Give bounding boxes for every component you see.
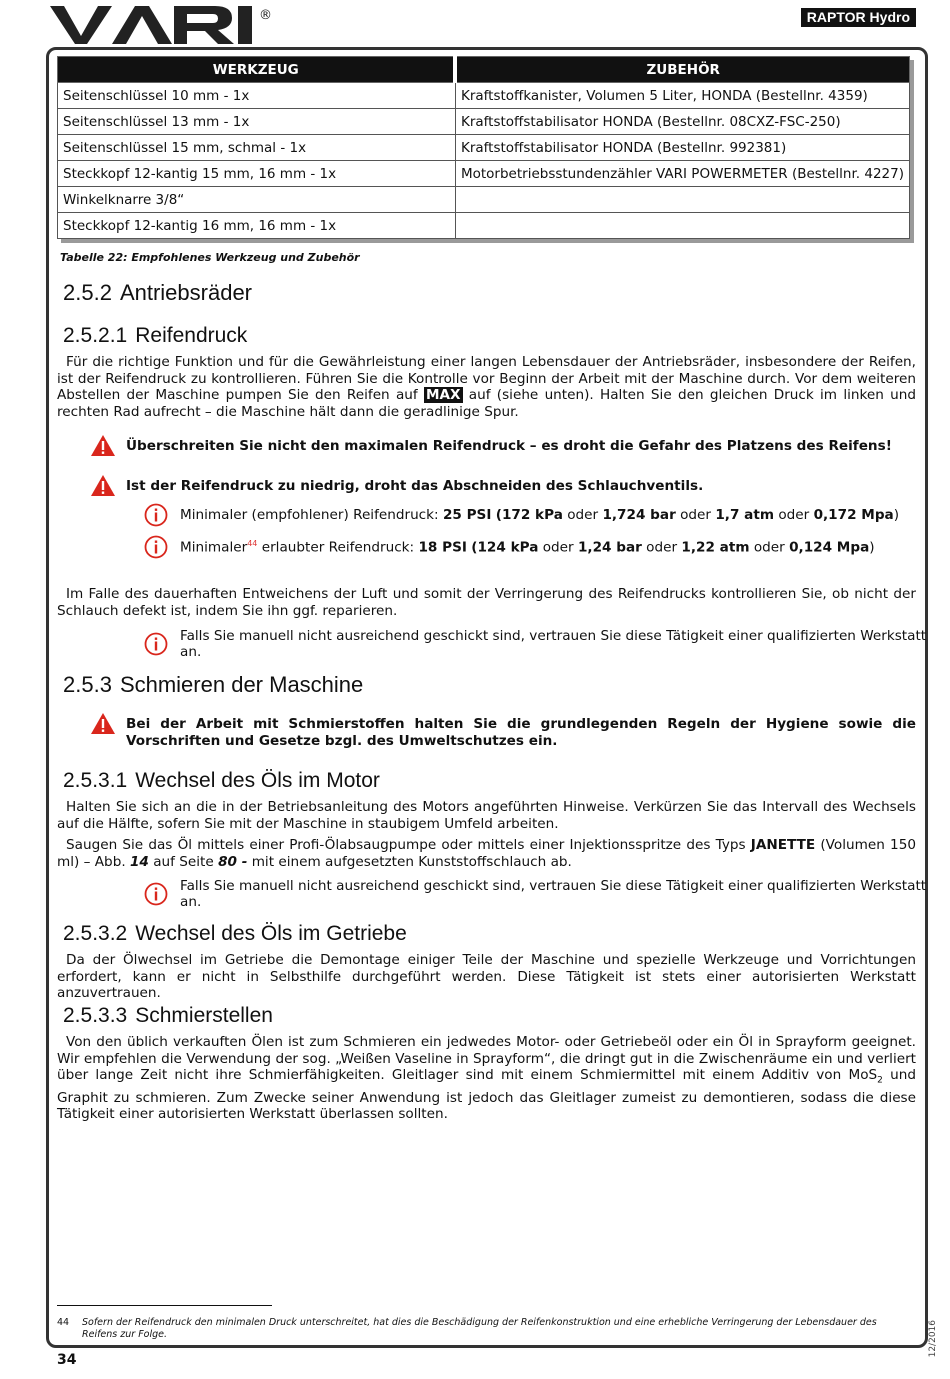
table-row xyxy=(58,213,910,239)
figure-reference[interactable]: 14 xyxy=(129,853,149,870)
table-row xyxy=(58,135,910,161)
table-cell: Kraftstoffstabilisator HONDA (Bestellnr. 08CXZ-FSC-250) xyxy=(455,109,909,135)
info-text: Falls Sie manuell nicht ausreichend geschickt sind, vertrauen Sie diese Tätigkeit einer qualifizierten Werkstatt an. xyxy=(180,628,927,660)
or-word: oder xyxy=(567,507,599,523)
section-title: Antriebsräder xyxy=(119,280,253,305)
paragraph-reifendruck xyxy=(57,354,916,420)
value-atm: 1,22 atm xyxy=(681,539,750,556)
paragraph-engine-oil-1: Halten Sie sich an die in der Betriebsanleitung des Motors angeführten Hinweise. Verkürzen Sie das Intervall des Wechsels auf die Hälfte, sofern Sie mit der Maschine in staubigem Umfeld arbeiten. xyxy=(57,799,916,832)
paragraph-lubrication-points xyxy=(57,1034,916,1123)
paragraph-text: (Volumen 150 ml) – Abb. xyxy=(57,837,916,870)
page-number: 34 xyxy=(57,1352,77,1368)
paragraph-text: Von den üblich verkauften Ölen ist zum Schmieren ein jedwedes Motor- oder Getriebeöl oder ein Öl in Sprayform geeignet. Wir empfehlen die Verwendung der sog. „Weißen Vaseline in Sprayform“, die dringt gut in die Zwischenräume ein und verliert über lange Zeit nicht ihre Schmierfähigkeiten. Gleitlager sind mit einem Schmiermittel mit einem Additiv von MoS xyxy=(57,1034,916,1084)
section-number: 2.5.3.3 xyxy=(63,1004,128,1027)
tools-table xyxy=(57,56,910,239)
info-icon xyxy=(144,535,168,559)
info-lead: Minimaler (empfohlener) Reifendruck: xyxy=(180,507,439,523)
table-cell: Kraftstoffstabilisator HONDA (Bestellnr. 992381) xyxy=(455,135,909,161)
page-reference[interactable]: 80 - xyxy=(218,853,248,870)
value-kpa: (172 kPa xyxy=(495,507,563,523)
paren-close: ) xyxy=(893,507,900,523)
paragraph-text: auf (siehe unten). Halten Sie den gleichen Druck im linken und rechten Rad aufrecht – die Maschine hält dann die geradlinige Spur. xyxy=(57,387,917,420)
table-row xyxy=(58,187,910,213)
value-mpa: 0,124 Mpa xyxy=(789,539,870,556)
value-psi: 18 PSI xyxy=(418,539,467,556)
paragraph-text: Saugen Sie das Öl mittels einer Profi-Ölabsaugpumpe oder mittels einer Injektionsspritze des Typs xyxy=(66,837,746,853)
warning-text: Ist der Reifendruck zu niedrig, droht das Abschneiden des Schlauchventils. xyxy=(126,478,704,494)
heading-2-5-3-1 xyxy=(63,769,380,793)
table-cell xyxy=(455,213,909,239)
table-cell: Seitenschlüssel 13 mm - 1x xyxy=(58,109,456,135)
tools-table-wrapper xyxy=(57,56,910,239)
info-workshop-2 xyxy=(144,878,950,910)
heading-2-5-3 xyxy=(63,672,363,698)
warning-text: Überschreiten Sie nicht den maximalen Reifendruck – es droht die Gefahr des Platzens des Reifens! xyxy=(126,438,892,454)
paragraph-gear-oil: Da der Ölwechsel im Getriebe die Demontage einiger Teile der Maschine und spezielle Werkzeuge und Vorrichtungen erfordert, kann er nicht in Selbsthilfe durchgeführt werden. Diese Tätigkeit ist stets einer autorisierten Werkstatt anzuvertrauen. xyxy=(57,952,916,1002)
footnote-reference[interactable]: 44 xyxy=(247,538,258,548)
table-cell: Seitenschlüssel 10 mm - 1x xyxy=(58,83,456,109)
footnote-divider xyxy=(57,1305,272,1306)
info-text xyxy=(180,507,899,523)
section-number: 2.5.2.1 xyxy=(63,324,128,347)
or-word: oder xyxy=(542,539,574,556)
paragraph-text: mit einem aufgesetzten Kunststoffschlauch ab. xyxy=(251,853,572,870)
paragraph-text: Für die richtige Funktion und für die Gewährleistung einer langen Lebensdauer der Antriebsräder, insbesondere der Reifen, ist der Reifendruck zu kontrollieren. Führen Sie die Kontrolle vor Beginn der Arbeit mit der Maschine durch. Vor dem weiteren Abstellen der Maschine pumpen Sie den Reifen auf xyxy=(57,354,916,404)
column-header-zubehoer: ZUBEHÖR xyxy=(455,57,909,83)
subscript: 2 xyxy=(877,1075,883,1086)
paragraph-engine-oil-2 xyxy=(57,837,916,870)
info-text: Falls Sie manuell nicht ausreichend geschickt sind, vertrauen Sie diese Tätigkeit einer qualifizierten Werkstatt an. xyxy=(180,878,927,910)
or-word: oder xyxy=(753,539,785,556)
warning-max-pressure xyxy=(90,438,920,457)
value-bar: 1,724 bar xyxy=(602,507,676,523)
table-header-row xyxy=(58,57,910,83)
table-cell: Seitenschlüssel 15 mm, schmal - 1x xyxy=(58,135,456,161)
footnote-text: Sofern der Reifendruck den minimalen Druck unterschreitet, hat dies die Beschädigung der Reifenkonstruktion und eine erhebliche Verringerung der Lebensdauer des Reifens zur Folge. xyxy=(82,1317,877,1340)
section-number: 2.5.2 xyxy=(63,280,112,305)
or-word: oder xyxy=(680,507,712,523)
warning-low-pressure xyxy=(90,478,920,497)
value-mpa: 0,172 Mpa xyxy=(813,507,894,523)
section-number: 2.5.3 xyxy=(63,672,112,697)
max-label: MAX xyxy=(425,387,461,404)
table-cell xyxy=(455,187,909,213)
value-bar: 1,24 bar xyxy=(577,539,642,556)
footnote xyxy=(57,1317,907,1341)
heading-2-5-3-2 xyxy=(63,922,407,946)
or-word: oder xyxy=(646,539,678,556)
table-row xyxy=(58,109,910,135)
table-cell: Steckkopf 12-kantig 16 mm, 16 mm - 1x xyxy=(58,213,456,239)
info-text xyxy=(180,539,875,556)
paragraph-air-leak: Im Falle des dauerhaften Entweichens der Luft und somit der Verringerung des Reifendrucks kontrollieren Sie, ob nicht der Schlauch defekt ist, indem Sie ihn ggf. reparieren. xyxy=(57,586,916,619)
value-kpa: (124 kPa xyxy=(471,539,539,556)
table-cell: Winkelknarre 3/8“ xyxy=(58,187,456,213)
heading-2-5-2-1 xyxy=(63,324,247,348)
info-lead: Minimaler xyxy=(180,539,248,556)
warning-icon xyxy=(90,712,116,735)
paragraph-text: und Graphit zu schmieren. Zum Zwecke seiner Anwendung ist jedoch das Gleitlager zumeist zu demontieren, sodass die diese Tätigkeit einer autorisierten Werkstatt überlassen sollten. xyxy=(57,1067,916,1123)
section-number: 2.5.3.1 xyxy=(63,769,128,792)
info-icon xyxy=(144,503,168,527)
heading-2-5-2 xyxy=(63,280,252,306)
section-title: Reifendruck xyxy=(135,324,248,347)
column-header-werkzeug: WERKZEUG xyxy=(58,57,456,83)
section-title: Schmierstellen xyxy=(135,1004,273,1027)
warning-text: Bei der Arbeit mit Schmierstoffen halten Sie die grundlegenden Regeln der Hygiene sowie die Vorschriften und Gesetze bzgl. des Umweltschutzes ein. xyxy=(126,716,916,749)
svg-text:®: ® xyxy=(259,8,272,23)
table-cell: Steckkopf 12-kantig 15 mm, 16 mm - 1x xyxy=(58,161,456,187)
info-workshop-1 xyxy=(144,628,950,660)
warning-hygiene xyxy=(90,716,920,750)
warning-icon xyxy=(90,474,116,497)
warning-icon xyxy=(90,434,116,457)
value-atm: 1,7 atm xyxy=(715,507,774,523)
revision-date: 12/2016 xyxy=(928,1320,938,1358)
info-min-recommended-pressure xyxy=(144,503,899,527)
table-cell: Motorbetriebsstundenzähler VARI POWERMETER (Bestellnr. 4227) xyxy=(455,161,909,187)
heading-2-5-3-3 xyxy=(63,1004,273,1028)
info-icon xyxy=(144,632,168,656)
vari-logo xyxy=(50,4,275,46)
table-row xyxy=(58,161,910,187)
table-caption: Tabelle 22: Empfohlenes Werkzeug und Zubehör xyxy=(60,251,360,264)
section-title: Schmieren der Maschine xyxy=(119,672,364,697)
product-badge: RAPTOR Hydro xyxy=(801,8,916,27)
info-min-allowed-pressure xyxy=(144,535,875,559)
or-word: oder xyxy=(778,507,810,523)
info-lead: erlaubter Reifendruck: xyxy=(261,539,415,556)
paragraph-text: auf Seite xyxy=(153,853,214,870)
product-name: JANETTE xyxy=(750,837,816,853)
value-psi: 25 PSI xyxy=(442,507,492,523)
footnote-number: 44 xyxy=(57,1317,70,1328)
section-title: Wechsel des Öls im Motor xyxy=(135,769,380,792)
section-title: Wechsel des Öls im Getriebe xyxy=(135,922,407,945)
table-row xyxy=(58,83,910,109)
table-cell: Kraftstoffkanister, Volumen 5 Liter, HONDA (Bestellnr. 4359) xyxy=(455,83,909,109)
info-icon xyxy=(144,882,168,906)
section-number: 2.5.3.2 xyxy=(63,922,128,945)
paren-close: ) xyxy=(869,539,875,556)
